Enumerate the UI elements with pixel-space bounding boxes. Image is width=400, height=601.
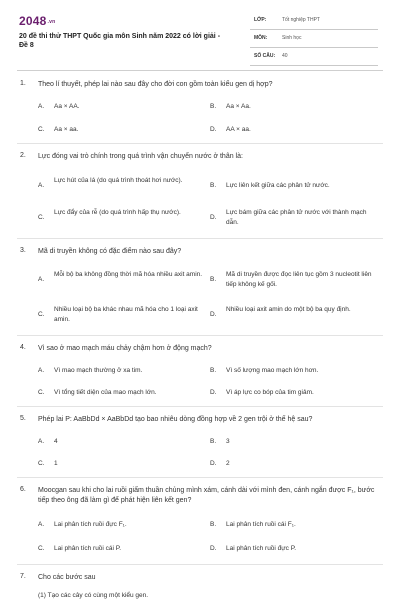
question-number: 1. [20, 80, 26, 87]
question-separator [17, 477, 383, 478]
question-number: 7. [20, 573, 26, 580]
question-text: Phép lai P: AaBbDd × AaBbDd tạo bao nhiêu dòng đồng hợp về 2 gen trội ở thế hệ sau? [38, 416, 313, 423]
question-text: Cho các bước sau [38, 574, 96, 581]
meta-row-subject [250, 30, 378, 48]
meta-key: MÔN: [254, 35, 268, 41]
question-separator [17, 143, 383, 144]
question-text: Vì sao ở mao mạch máu chảy chậm hơn ở động mạch? [38, 345, 212, 352]
header-divider [17, 70, 383, 71]
document-meta [250, 12, 378, 66]
question-text: Moocgan sau khi cho lai ruồi giấm thuần chủng mình xám, cánh dài với mình đen, cánh ngắn được F₁, bước tiếp theo ông đã làm gì để phát hiện liên kết gen? [38, 487, 375, 504]
question-separator [17, 238, 383, 239]
meta-value: Sinh học [282, 35, 302, 41]
question-separator [17, 564, 383, 565]
meta-value: Tốt nghiệp THPT [282, 17, 320, 23]
question-separator [17, 406, 383, 407]
meta-row-class [250, 12, 378, 30]
question-separator [17, 335, 383, 336]
site-logo[interactable]: 2048.vn [19, 14, 56, 28]
question-text: Mã di truyền không có đặc điểm nào sau đây? [38, 248, 182, 255]
document-title: 20 đề thi thử THPT Quốc gia môn Sinh năm 2022 có lời giải - Đề 8 [19, 33, 221, 49]
meta-value: 40 [282, 53, 288, 59]
question-number: 6. [20, 486, 26, 493]
question-number: 4. [20, 344, 26, 351]
question-number: 3. [20, 247, 26, 254]
question-number: 2. [20, 152, 26, 159]
meta-key: SỐ CÂU: [254, 53, 276, 59]
question-text: Theo lí thuyết, phép lai nào sau đây cho đời con gồm toàn kiểu gen dị hợp? [38, 81, 273, 88]
question-sub-item: (1) Tạo các cây có cùng một kiểu gen. [38, 592, 149, 599]
question-text: Lực đóng vai trò chính trong quá trình vận chuyển nước ở thân là: [38, 153, 243, 160]
meta-row-count [250, 48, 378, 66]
question-number: 5. [20, 415, 26, 422]
document-header [0, 0, 400, 66]
meta-key: LỚP: [254, 17, 267, 23]
